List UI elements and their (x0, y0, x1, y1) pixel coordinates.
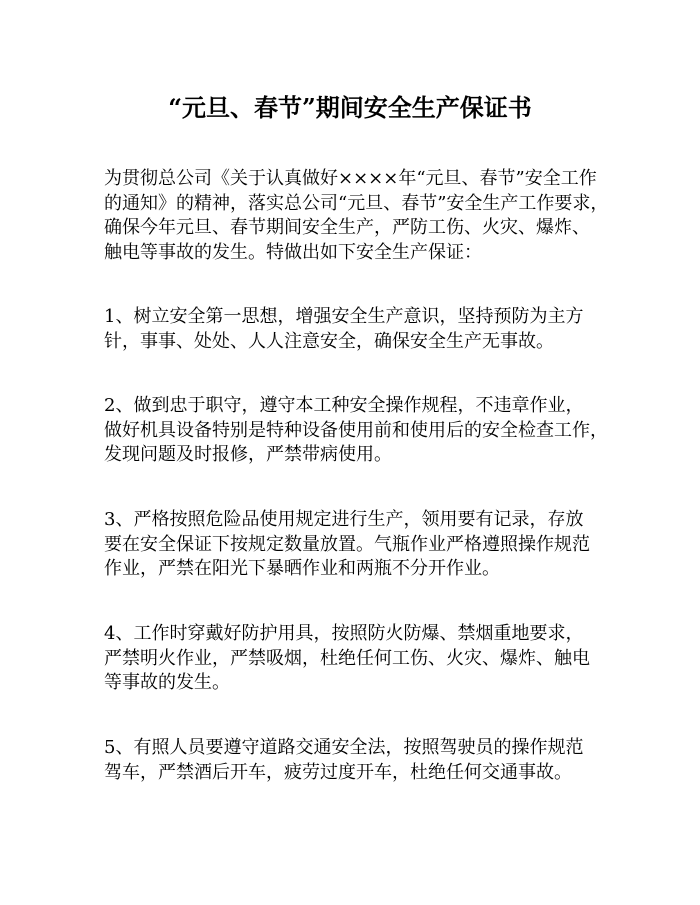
item-line: 作业，严禁在阳光下暴晒作业和两瓶不分开作业。 (104, 558, 500, 579)
guarantee-item-5 (104, 736, 614, 785)
item-line: 等事故的发生。 (104, 672, 230, 693)
intro-line: 确保今年元旦、春节期间安全生产，严防工伤、火灾、爆炸、 (104, 217, 590, 238)
item-line: 4、工作时穿戴好防护用具，按照防火防爆、禁烟重地要求， (104, 623, 584, 644)
item-line: 驾车，严禁酒后开车，疲劳过度开车，杜绝任何交通事故。 (104, 761, 572, 783)
intro-line: 触电等事故的发生。特做出如下安全生产保证： (104, 241, 482, 263)
item-line: 1、树立安全第一思想，增强安全生产意识，坚持预防为主方 (104, 306, 584, 327)
page-title: “元旦、春节”期间安全生产保证书 (168, 93, 532, 122)
guarantee-item-2 (104, 394, 614, 468)
guarantee-item-1 (104, 305, 614, 354)
item-line: 发现问题及时报修，严禁带病使用。 (104, 444, 392, 465)
guarantee-item-4 (104, 622, 614, 696)
intro-paragraph (104, 167, 614, 265)
intro-line: 的通知》的精神，落实总公司“元旦、春节”安全生产工作要求， (104, 192, 609, 214)
item-line: 针，事事、处处、人人注意安全，确保安全生产无事故。 (104, 330, 554, 352)
item-line: 2、做到忠于职守，遵守本工种安全操作规程，不违章作业， (104, 395, 584, 416)
item-line: 要在安全保证下按规定数量放置。气瓶作业严格遵照操作规范 (104, 533, 590, 555)
item-line: 做好机具设备特别是特种设备使用前和使用后的安全检查工作， (104, 419, 608, 441)
intro-line: 为贯彻总公司《关于认真做好××××年“元旦、春节”安全工作 (104, 168, 597, 189)
item-line: 3、严格按照危险品使用规定进行生产，领用要有记录，存放 (104, 509, 584, 530)
guarantee-item-3 (104, 508, 614, 582)
item-line: 5、有照人员要遵守道路交通安全法，按照驾驶员的操作规范 (104, 737, 584, 758)
item-line: 严禁明火作业，严禁吸烟，杜绝任何工伤、火灾、爆炸、触电 (104, 647, 590, 669)
